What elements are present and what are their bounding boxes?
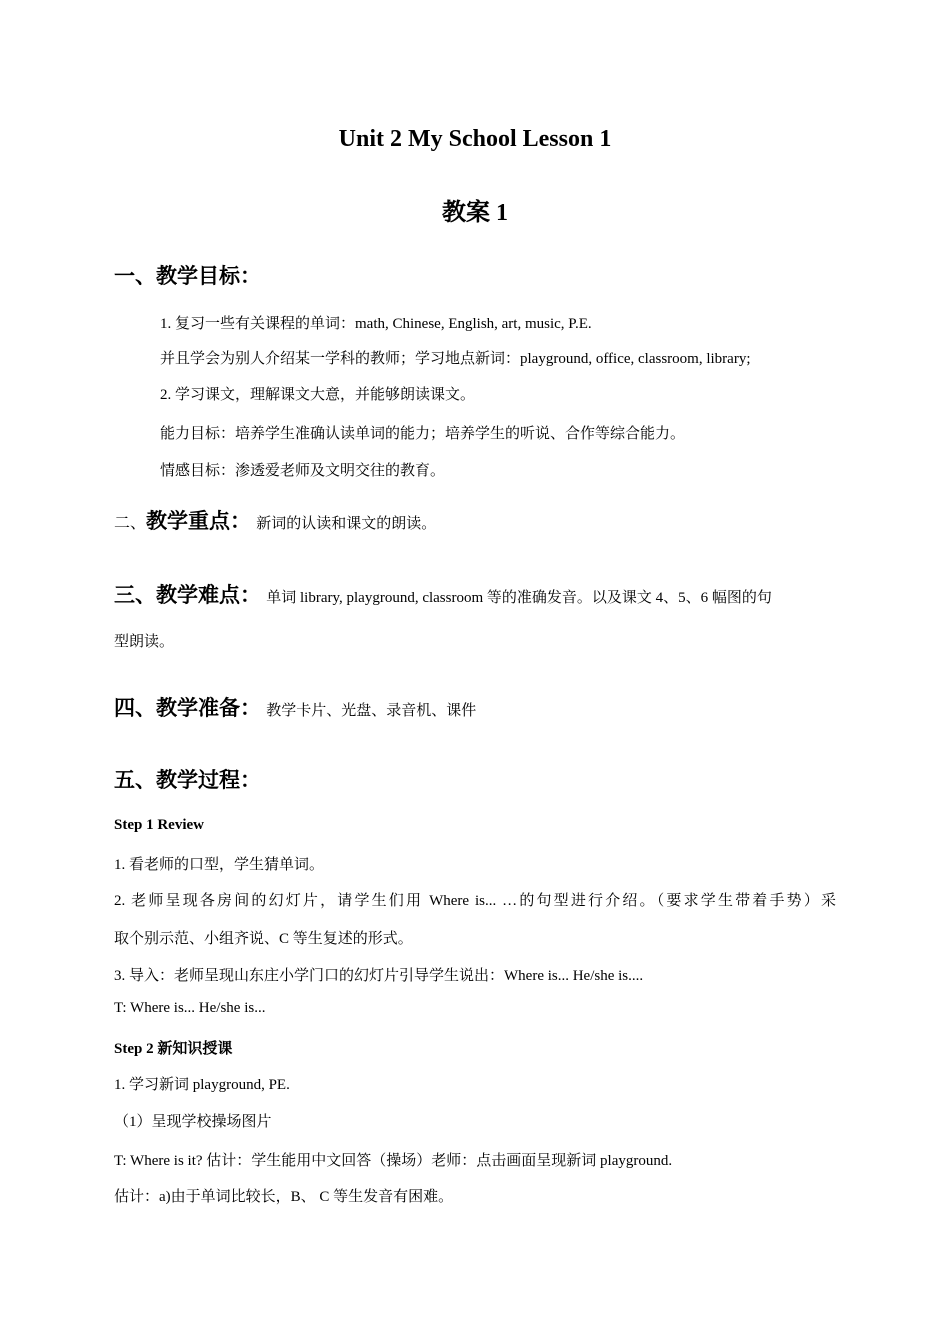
step-1-line: T: Where is... He/she is...	[114, 1000, 266, 1016]
step-2-line: T: Where is it? 估计：学生能用中文回答（操场）老师：点击画面呈现新词 playground.	[114, 1153, 673, 1169]
objective-line: 1. 复习一些有关课程的单词：math, Chinese, English, art, music, P.E.	[160, 316, 592, 332]
objective-line: 2. 学习课文，理解课文大意，并能够朗读课文。	[160, 387, 476, 403]
objective-line: 情感目标：渗透爱老师及文明交往的教育。	[160, 463, 446, 479]
step-1-line: 2. 老师呈现各房间的幻灯片，请学生们用 Where is... …的句型进行介绍。（要求学生带着手势）采	[114, 893, 836, 909]
step-1-line: 取个别示范、小组齐说、C 等生复述的形式。	[114, 931, 413, 947]
section-2-body: 新词的认读和课文的朗读。	[256, 516, 437, 532]
objective-line: 能力目标：培养学生准确认读单词的能力；培养学生的听说、合作等综合能力。	[160, 426, 686, 442]
step-1-line: 1. 看老师的口型，学生猜单词。	[114, 857, 325, 873]
step-2-line: （1）呈现学校操场图片	[114, 1114, 272, 1130]
section-4-title: 四、教学准备：	[114, 696, 261, 720]
section-5-heading: 五、教学过程：	[114, 768, 261, 792]
document-title: Unit 2 My School Lesson 1	[338, 126, 612, 152]
step-2-title: Step 2 新知识授课	[114, 1041, 233, 1057]
section-3-heading	[114, 579, 772, 609]
section-4-heading	[114, 692, 476, 722]
section-2-heading	[114, 505, 436, 535]
step-2-line: 1. 学习新词 playground, PE.	[114, 1077, 290, 1093]
objective-line: 并且学会为别人介绍某一学科的教师；学习地点新词：playground, office, classroom, library;	[160, 351, 751, 367]
step-2-line: 估计：a)由于单词比较长，B、 C 等生发音有困难。	[114, 1189, 454, 1205]
step-1-title: Step 1 Review	[114, 817, 204, 833]
section-2-title: 教学重点：	[146, 509, 252, 533]
section-1-heading: 一、教学目标：	[114, 264, 261, 288]
section-2-prefix: 二、	[114, 515, 147, 532]
section-3-title: 三、教学难点：	[114, 583, 261, 607]
section-3-continuation: 型朗读。	[114, 634, 175, 650]
section-4-body: 教学卡片、光盘、录音机、课件	[266, 703, 477, 719]
section-3-body: 单词 library, playground, classroom 等的准确发音。以及课文 4、5、6 幅图的句	[266, 590, 772, 606]
step-1-line: 3. 导入：老师呈现山东庄小学门口的幻灯片引导学生说出：Where is... He/she is....	[114, 968, 644, 984]
document-subtitle: 教案 1	[442, 200, 508, 226]
